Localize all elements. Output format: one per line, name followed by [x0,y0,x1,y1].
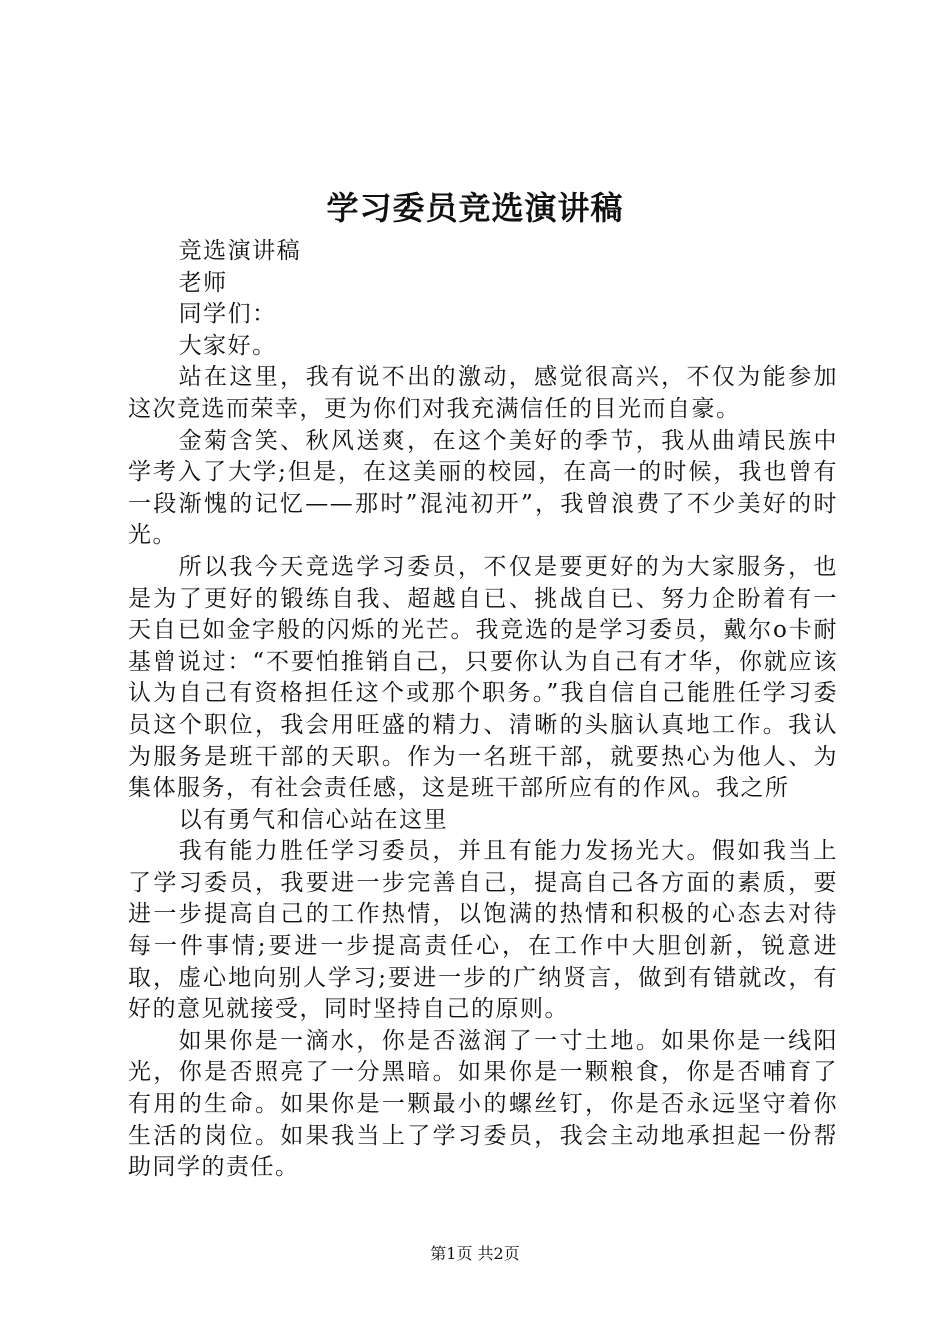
paragraph-opening: 站在这里，我有说不出的激动，感觉很高兴，不仅为能参加这次竞选而荣幸，更为你们对我充满信任的目光而自豪。 [128,364,838,422]
paragraph-greeting: 大家好。 [178,332,277,359]
paragraph-plans: 我有能力胜任学习委员，并且有能力发扬光大。假如我当上了学习委员，我要进一步完善自己，提高自己各方面的素质，要进一步提高自己的工作热情，以饱满的热情和积极的心态去对待每一件事情;要进一步提高责任心，在工作中大胆创新，锐意进取，虚心地向别人学习;要进一步的广纳贤言，做到有错就改，有好的意见就接受，同时坚持自己的原则。 [128,838,838,1023]
document-title: 学习委员竞选演讲稿 [326,189,624,227]
paragraph-heading: 竞选演讲稿 [178,238,302,264]
paragraph-motivation: 所以我今天竞选学习委员，不仅是要更好的为大家服务，也是为了更好的锻练自我、超越自已、挑战自已、努力企盼着有一天自已如金字般的闪烁的光芒。我竞选的是学习委员，戴尔o卡耐基曾说过：“不要怕推销自己，只要你认为自己有才华，你就应该认为自己有资格担任这个或那个职务。”我自信自己能胜任学习委员这个职位，我会用旺盛的精力、清晰的头脑认真地工作。我认为服务是班干部的天职。作为一名班干部，就要热心为他人、为集体服务，有社会责任感，这是班干部所应有的作风。我之所 [128,553,838,802]
paragraph-closing: 如果你是一滴水，你是否滋润了一寸土地。如果你是一线阳光，你是否照亮了一分黑暗。如果你是一颗粮食，你是否哺育了有用的生命。如果你是一颗最小的螺丝钉，你是否永远坚守着你生活的岗位。如果我当上了学习委员，我会主动地承担起一份帮助同学的责任。 [128,1027,838,1181]
paragraph-fragment: 以有勇气和信心站在这里 [178,806,449,833]
paragraph-salutation-students: 同学们： [178,301,277,328]
document-body [128,236,838,1184]
paragraph-background: 金菊含笑、秋风送爽，在这个美好的季节，我从曲靖民族中学考入了大学;但是，在这美丽的校园，在高一的时候，我也曾有一段渐愧的记忆——那时”混沌初开”，我曾浪费了不少美好的时光。 [128,427,838,549]
page-footer: 第1页 共2页 [430,1244,520,1263]
paragraph-salutation-teacher: 老师 [178,269,228,296]
